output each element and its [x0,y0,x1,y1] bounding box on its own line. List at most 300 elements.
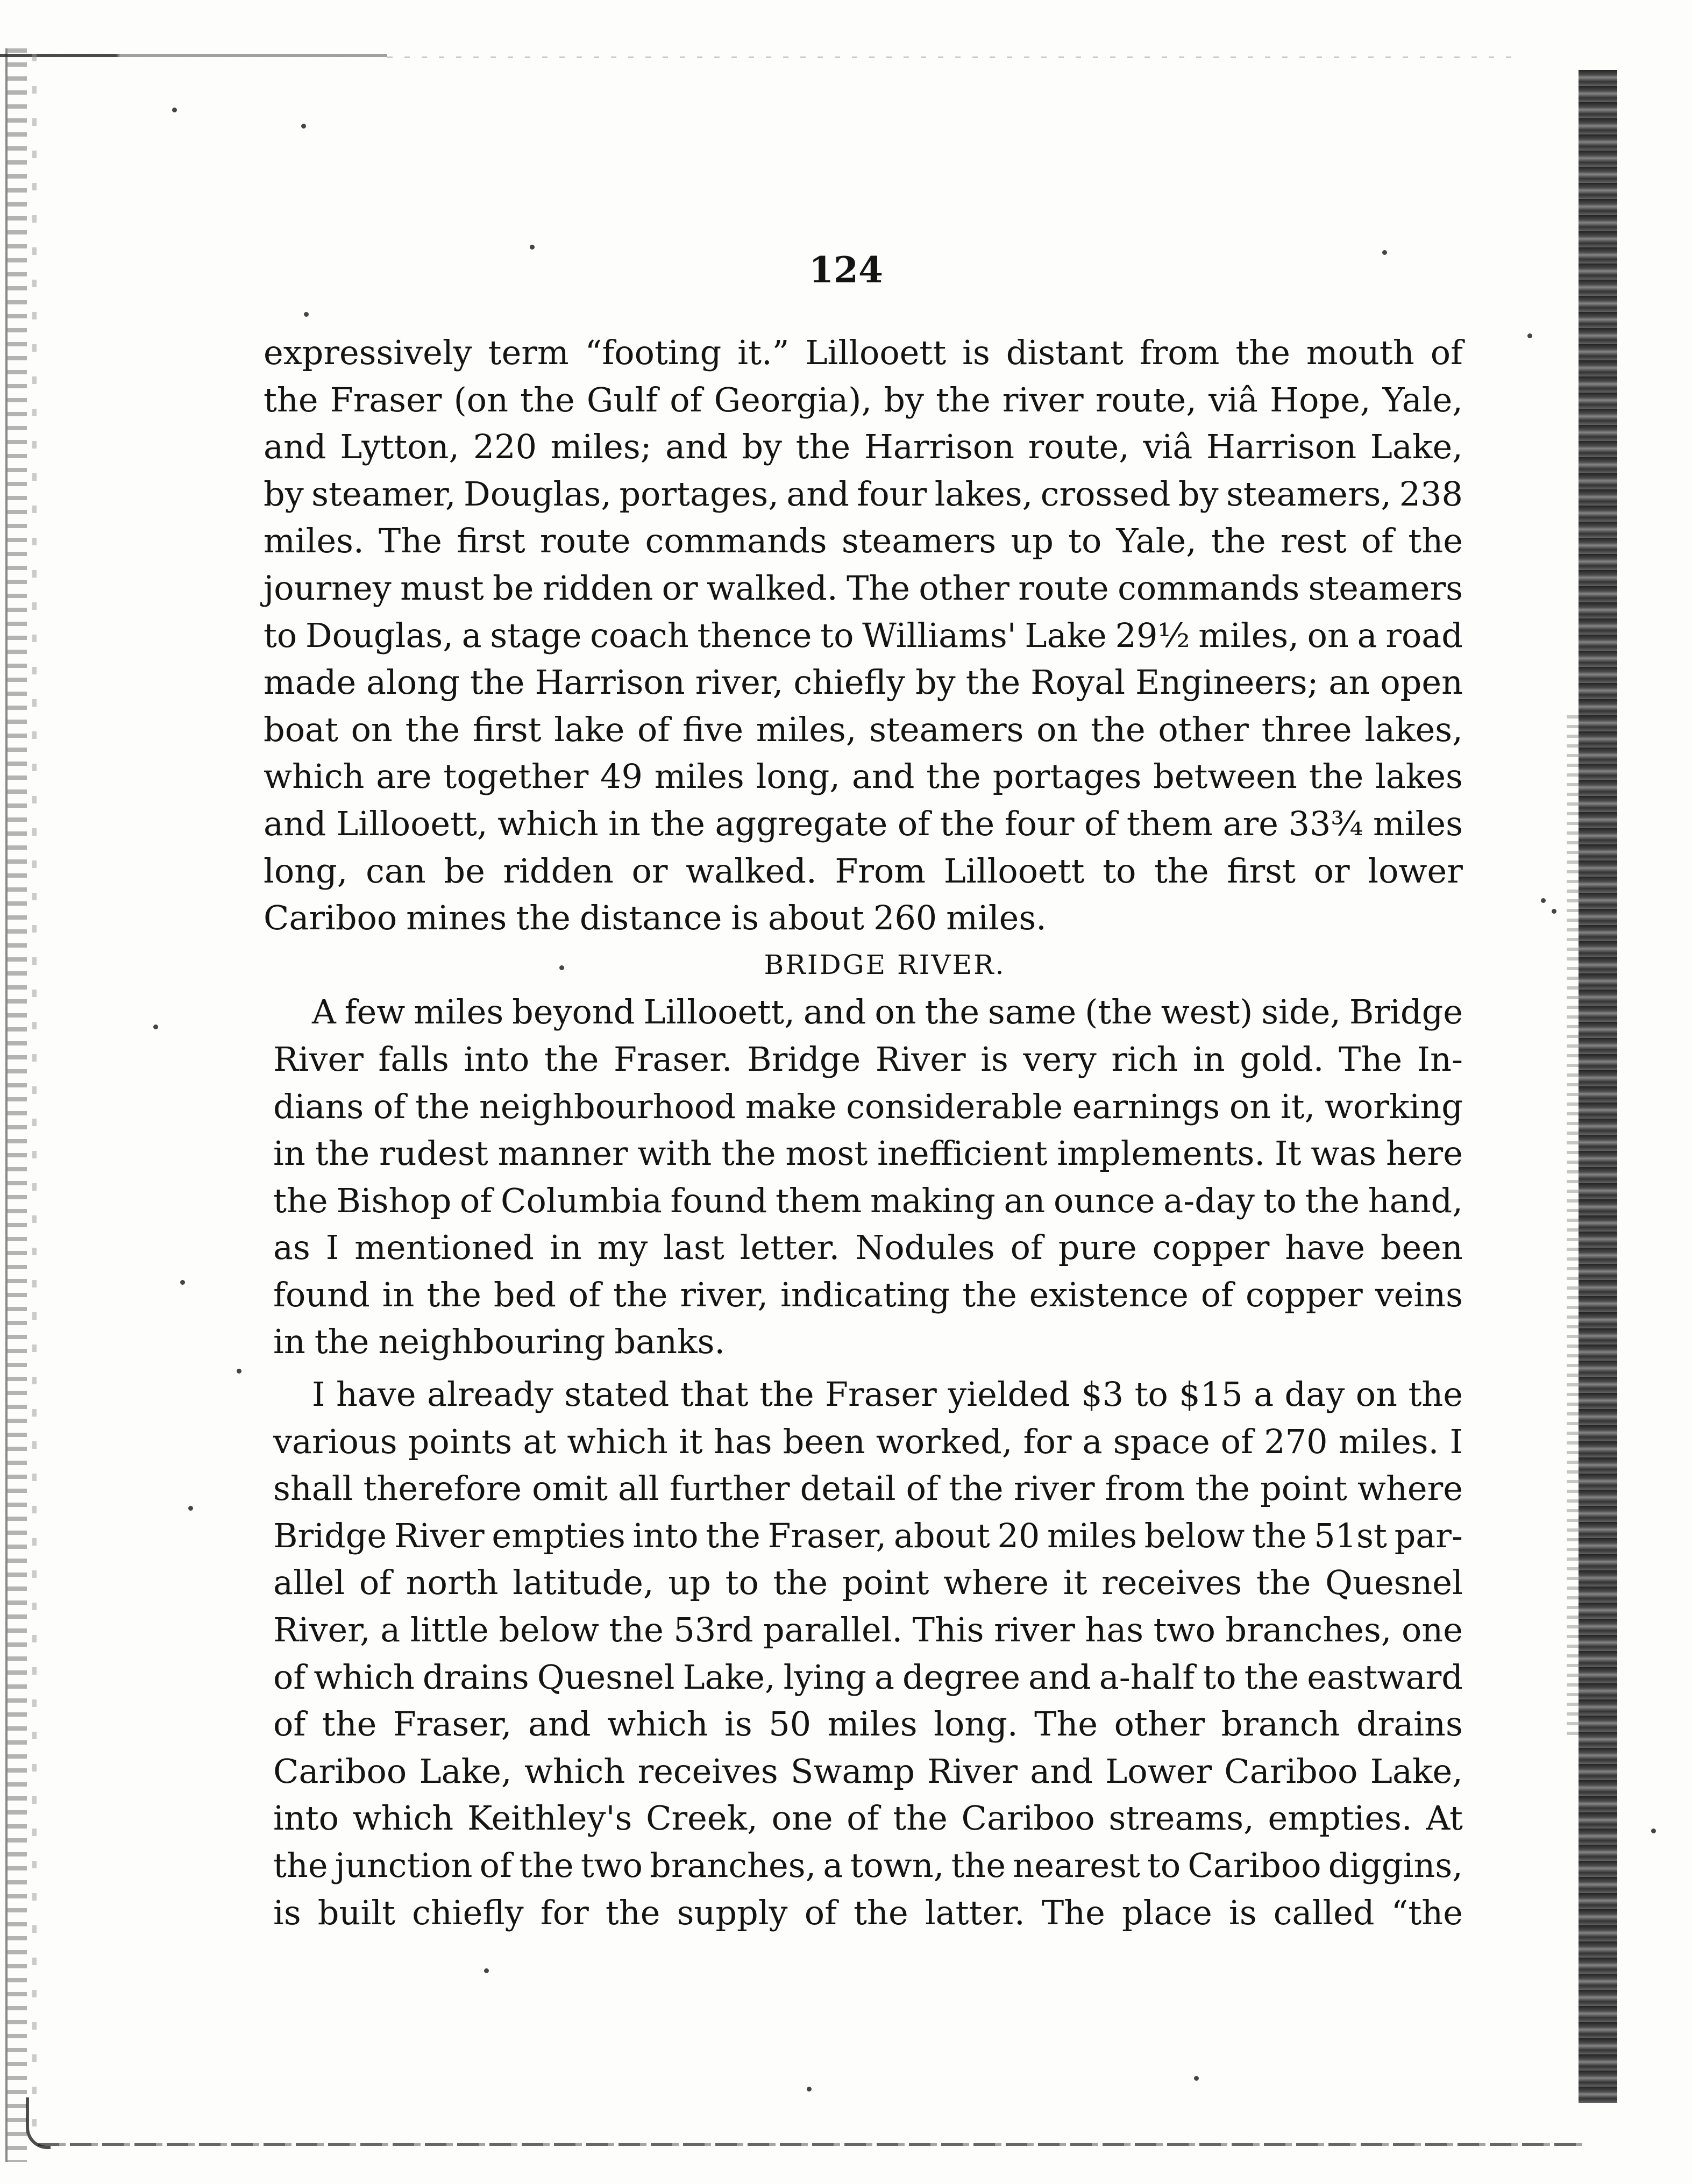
word: Lillooett [805,333,947,372]
word: it, [1280,1086,1316,1126]
word: from [1139,333,1220,372]
word: and [1030,1751,1093,1791]
word: nearest [1013,1846,1140,1885]
word: The [1041,1893,1105,1932]
word: expressively [264,333,472,372]
word: from [1105,1469,1185,1509]
word: can [366,851,426,891]
word: copper [1152,1228,1270,1268]
word: the [925,992,980,1032]
word: points [408,1421,513,1461]
word: The [1339,1039,1403,1079]
word: to [1068,521,1102,561]
word: receives [637,1751,778,1791]
text-line [264,423,1463,471]
word: the [795,427,851,467]
word: indicating [780,1275,950,1314]
paragraph-3 [264,1371,1463,1936]
word: few [344,992,406,1032]
word: the [1309,757,1364,796]
word: long. [934,1704,1018,1744]
word: four [1004,803,1075,843]
word: Fraser [330,380,442,419]
word: into [273,1798,339,1838]
text-line [264,988,1463,1036]
word: Harrison [1206,427,1357,467]
text-line [264,1512,1463,1560]
word: considerable [846,1086,1063,1126]
word: of [1220,1421,1254,1461]
word: commands [1118,568,1300,608]
word: shall [273,1469,353,1509]
word: Cariboo [1188,1846,1321,1885]
word: branches, [1225,1610,1392,1650]
word: neighbouring [378,1322,606,1362]
word: At [1426,1798,1463,1838]
word: miles [414,992,504,1032]
word: $3 [1081,1375,1124,1414]
word: and [1028,1657,1091,1697]
word: Bridge [1349,992,1463,1032]
word: lakes [1375,757,1463,796]
word: which [567,1421,668,1461]
word: town, [850,1846,944,1885]
word: it [1063,1563,1087,1603]
scan-artifact-right-edge [1579,70,1617,2103]
word: on [1355,1375,1397,1414]
word: (the [1085,992,1153,1032]
word: the [609,1610,664,1650]
word: latter. [925,1893,1025,1932]
text-line [264,706,1463,753]
word: one [771,1798,833,1838]
word: very [1023,1039,1097,1079]
word: boat [264,709,338,749]
word: of [273,1657,306,1697]
text-line [264,517,1463,565]
word: crossed [1040,474,1171,514]
word: 260 [873,898,937,938]
word: four [857,474,927,514]
word: which [264,757,365,796]
word: two [580,1846,643,1885]
word: of [1430,333,1463,372]
text-line [264,1559,1463,1606]
word: the [940,803,995,843]
word: the [544,1039,599,1079]
word: Gulf [586,380,658,419]
word: together [443,757,589,796]
word: road [1385,615,1463,655]
word: steamers [1308,568,1463,608]
word: river [1013,1469,1095,1509]
paragraph-1 [264,329,1463,942]
word: of [1010,1228,1043,1268]
word: 20 [997,1516,1040,1555]
word: by [1178,474,1219,514]
word: Lower [1105,1751,1212,1791]
word: by [264,474,304,514]
word: Keithley's [467,1798,632,1838]
word: route [1018,568,1109,608]
word: and [264,427,326,467]
word: other [1158,709,1249,749]
word: drains [422,1657,529,1697]
word: and [786,474,849,514]
word: about [768,898,864,938]
word: are [1222,803,1278,843]
word: the [893,1798,948,1838]
word: I [312,1375,325,1414]
speck [1552,909,1556,914]
word: a [874,1657,894,1697]
word: the [854,1893,908,1932]
word: is [724,1704,752,1744]
word: Fraser [825,1375,937,1414]
word: about [893,1516,990,1555]
text-line [264,894,1463,942]
word: Quesnel [1325,1563,1463,1603]
word: on [875,992,916,1032]
word: the [519,1846,574,1885]
word: the [314,1322,369,1362]
speck [1527,333,1532,338]
word: supply [677,1893,788,1932]
word: mines [406,898,507,938]
word: streams, [1108,1798,1254,1838]
word: long, [264,851,348,891]
word: of [568,1275,601,1314]
word: a [1254,1375,1274,1414]
word: In- [1417,1039,1463,1079]
text-line [264,471,1463,518]
word: Lake [1025,615,1107,655]
word: A [312,992,336,1032]
word: Harrison [864,427,1015,467]
word: commands [645,521,827,561]
word: west) [1161,992,1253,1032]
word: making [870,1180,996,1220]
word: various [273,1421,397,1461]
word: earnings [1072,1086,1220,1126]
word: portages, [619,474,779,514]
word: to [1103,851,1136,891]
word: which [607,1704,708,1744]
word: of [670,380,702,419]
speck [807,2087,812,2091]
word: 49 [600,757,643,796]
word: the [1305,1180,1360,1220]
word: river [994,1610,1075,1650]
word: between [1153,757,1297,796]
word: by [884,380,924,419]
word: Lake, [419,1751,512,1791]
speck [1541,898,1546,903]
word: of [1361,521,1394,561]
word: has [1085,1610,1144,1650]
text-line [264,1130,1463,1177]
word: Quesnel [537,1657,675,1697]
word: distance [579,898,722,938]
text-line [264,1795,1463,1842]
speck [1651,1829,1656,1833]
word: veins [1375,1275,1463,1314]
word: be [493,568,534,608]
word: and [528,1704,591,1744]
word: in [273,1134,305,1173]
word: a [1357,615,1377,655]
word: thence [697,615,812,655]
word: Douglas, [464,474,612,514]
word: to [1134,1375,1168,1414]
word: 238 [1399,474,1463,514]
word: was [1311,1134,1377,1173]
word: already [427,1375,553,1414]
word: Georgia), [714,380,872,419]
text-line [264,329,1463,376]
word: dians [273,1086,364,1126]
word: to [264,615,297,655]
word: river, [695,663,784,702]
word: walked. [686,851,817,891]
word: manner [497,1134,628,1173]
word: coach [590,615,689,655]
word: by [915,663,956,702]
word: ridden [542,568,653,608]
word: River [875,1039,966,1079]
word: par- [1394,1516,1463,1555]
word: miles; [550,427,652,467]
word: the [721,1134,776,1173]
word: junction [335,1846,473,1885]
word: omit [532,1469,608,1509]
word: neighbourhood [479,1086,736,1126]
word: to [1203,1657,1236,1697]
word: up [1011,521,1054,561]
word: the [1091,709,1146,749]
word: have [1285,1228,1365,1268]
word: have [336,1375,416,1414]
word: Douglas, [305,615,453,655]
word: the [650,803,705,843]
word: the [1408,1375,1463,1414]
word: viâ [1208,380,1258,419]
word: which [524,1751,625,1791]
word: the [613,1275,668,1314]
word: 53rd [673,1610,753,1650]
word: miles. [264,521,364,561]
word: of [637,709,670,749]
word: the [516,898,571,938]
scan-artifact-top [0,54,387,57]
word: ounce [1054,1180,1155,1220]
word: the [605,1893,660,1932]
word: or [1313,851,1350,891]
page-number: 124 [809,249,883,291]
word: worked, [876,1421,1013,1461]
word: on [1229,1086,1271,1126]
word: empties [492,1516,625,1555]
word: in [273,1322,305,1362]
speck [237,1369,241,1374]
word: Creek, [646,1798,758,1838]
word: miles [1373,803,1463,843]
word: (on [453,380,509,419]
word: the [1154,851,1209,891]
word: side, [1261,992,1341,1032]
word: point [842,1563,929,1603]
word: the [315,1134,370,1173]
word: last [663,1228,724,1268]
word: empties. [1268,1798,1412,1838]
word: the [273,1180,328,1220]
speck [1194,2076,1199,2081]
word: to [725,1563,759,1603]
word: point [1260,1469,1347,1509]
word: River [394,1516,485,1555]
word: walked. [707,568,838,608]
text-line [264,376,1463,424]
word: the [470,663,525,702]
word: place [1121,1893,1212,1932]
word: by [742,427,783,467]
word: an [1328,663,1370,702]
word: Cariboo [273,1751,407,1791]
word: other [919,568,1009,608]
word: has [713,1421,772,1461]
word: Fraser. [613,1039,733,1079]
word: the [759,1375,814,1414]
word: the [520,380,575,419]
scan-artifact-left-edge [5,48,27,2162]
text-line [264,848,1463,895]
word: and [851,757,915,796]
paragraph-2 [264,988,1463,1365]
word: lying [783,1657,866,1697]
word: which [314,1657,415,1697]
text-line [264,1083,1463,1130]
word: first [1227,851,1296,891]
word: miles, [756,709,857,749]
word: branch [1221,1704,1340,1744]
text-line [264,659,1463,706]
section-heading: BRIDGE RIVER. [764,949,1006,980]
text-line [264,1177,1463,1225]
word: The [378,521,442,561]
word: river, [680,1275,769,1314]
word: working [1324,1086,1463,1126]
word: to [1147,1846,1181,1885]
word: and [264,803,326,843]
scan-artifact-bottom [38,2143,1587,2146]
word: a-half [1099,1657,1195,1697]
word: little [410,1610,489,1650]
word: This [912,1610,984,1650]
word: rest [1280,521,1347,561]
word: which [497,803,599,843]
word: Harrison [535,663,685,702]
word: steamer, [311,474,456,514]
word: the [426,1275,481,1314]
word: same [987,992,1077,1032]
word: it [678,1421,703,1461]
word: miles. [1338,1421,1439,1461]
text-line [264,800,1463,848]
word: “the [1391,1893,1463,1932]
word: beyond [512,992,635,1032]
text-line [264,1371,1463,1418]
word: the [264,380,318,419]
word: Cariboo [1224,1751,1358,1791]
word: the [706,1516,760,1555]
word: or [631,851,668,891]
text-line [264,612,1463,659]
word: the [415,1086,470,1126]
word: that [680,1375,749,1414]
word: stage [490,615,582,655]
speck [172,108,177,112]
word: distant [1006,333,1124,372]
word: of [273,1704,306,1744]
word: parallel. [763,1610,903,1650]
word: branches, [650,1846,816,1885]
word: all [618,1469,659,1509]
text-line [264,1318,1463,1365]
word: into [632,1516,699,1555]
word: of [1084,803,1117,843]
word: bed [493,1275,556,1314]
text-line [264,1606,1463,1654]
word: where [943,1563,1049,1603]
word: Lake, [1370,427,1463,467]
word: an [1004,1180,1046,1220]
word: falls [378,1039,449,1079]
word: to [820,615,854,655]
word: made [264,663,357,702]
word: the [1252,1516,1307,1555]
text-line [264,753,1463,800]
word: and [803,992,866,1032]
word: aggregate [715,803,888,843]
word: mouth [1306,333,1414,372]
word: my [597,1228,648,1268]
word: 270 [1264,1421,1328,1461]
text-line [264,1654,1463,1701]
word: miles. [946,898,1047,938]
word: Bridge [747,1039,861,1079]
word: I [325,1228,339,1268]
word: Lillooett [943,851,1085,891]
word: them [775,1180,862,1220]
word: three [1261,709,1352,749]
word: Williams' [862,615,1016,655]
word: chiefly [412,1893,524,1932]
word: the [962,1275,1017,1314]
word: below [499,1610,599,1650]
word: Columbia [501,1180,662,1220]
word: existence [1029,1275,1189,1314]
word: diggins, [1328,1846,1463,1885]
word: of [847,1798,879,1838]
word: along [366,663,460,702]
word: to [1263,1180,1297,1220]
word: two [1153,1610,1215,1650]
word: River, [273,1610,371,1650]
word: on [1036,709,1078,749]
word: further [669,1469,790,1509]
word: of [906,1469,939,1509]
word: make [745,1086,837,1126]
